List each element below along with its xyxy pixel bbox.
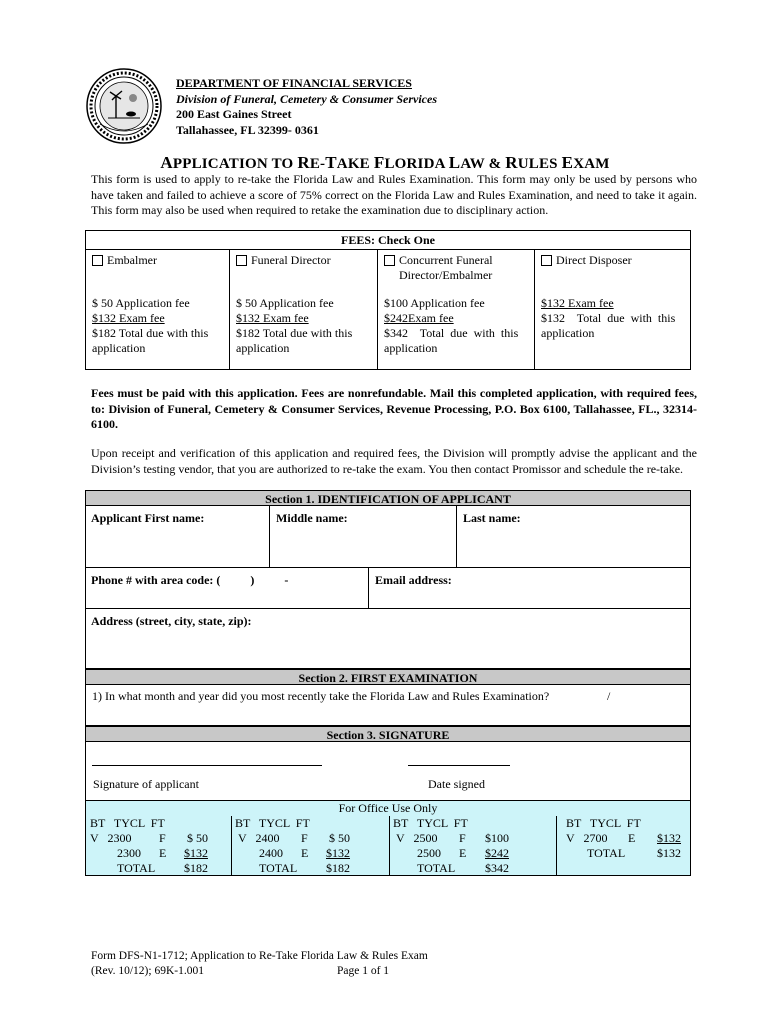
office-cell: $342 bbox=[485, 861, 509, 875]
fee-line: $100 Application fee bbox=[384, 296, 485, 310]
option-label: Direct Disposer bbox=[556, 253, 632, 267]
office-cell: TOTAL bbox=[259, 861, 298, 875]
florida-state-seal-icon bbox=[86, 68, 162, 144]
office-cell: $132 bbox=[657, 846, 681, 860]
street-address: 200 East Gaines Street bbox=[176, 107, 292, 121]
payment-notice: Fees must be paid with this application. Fees are nonrefundable. Mail this completed application, with required fees, to: Division of Funeral, Cemetery & Consumer Services, Revenue Processing, P.O. Box 6100, Tallahassee, FL., 32314-6100. bbox=[91, 386, 697, 431]
fee-option-funeral-director bbox=[230, 249, 378, 369]
intro-paragraph: This form is used to apply to re-take the Florida Law and Rules Examination. This form may only be used by persons who have taken and failed to achieve a score of 75% correct on the Florida Law and Rules Examination, and need to take it again. This form may also be used when required to retake the examination due to disciplinary action. bbox=[91, 172, 697, 217]
concurrent-checkbox[interactable] bbox=[384, 255, 395, 266]
office-use-table bbox=[85, 800, 691, 876]
fee-line: $132 Total due with this bbox=[541, 311, 676, 325]
office-cell: E bbox=[459, 846, 467, 860]
fee-line: $342 Total due with this bbox=[384, 326, 519, 340]
office-cell: TOTAL bbox=[417, 861, 456, 875]
fee-option-concurrent bbox=[378, 249, 535, 369]
office-column bbox=[557, 816, 690, 875]
office-cell: $132 bbox=[657, 831, 681, 845]
fee-line: application bbox=[92, 341, 146, 355]
office-cell: V 2700 bbox=[566, 831, 608, 845]
option-label: Embalmer bbox=[107, 253, 157, 267]
fee-line: $242Exam fee bbox=[384, 311, 454, 325]
funeral-director-checkbox[interactable] bbox=[236, 255, 247, 266]
office-cell: $182 bbox=[326, 861, 350, 875]
office-cell: 2300 bbox=[117, 846, 141, 860]
office-column bbox=[86, 816, 232, 875]
form-title: APPLICATION TO RE-TAKE FLORIDA LAW & RULES EXAM bbox=[160, 153, 610, 172]
city-address: Tallahassee, FL 32399- 0361 bbox=[176, 122, 319, 137]
footer-page-number: Page 1 of 1 bbox=[337, 965, 390, 977]
office-cell: F bbox=[459, 831, 466, 845]
fee-line: $ 50 Application fee bbox=[92, 296, 190, 310]
office-cell: TOTAL bbox=[587, 846, 626, 860]
office-header: BT TYCL FT bbox=[566, 816, 641, 830]
office-cell: F bbox=[301, 831, 308, 845]
office-cell: $182 bbox=[184, 861, 208, 875]
first-exam-field[interactable] bbox=[85, 684, 691, 726]
address-field[interactable] bbox=[85, 608, 691, 669]
fee-option-direct-disposer bbox=[535, 249, 690, 369]
department-name: DEPARTMENT OF FINANCIAL SERVICES bbox=[176, 76, 412, 90]
office-cell: $ 50 bbox=[187, 831, 208, 845]
fee-line: application bbox=[541, 326, 595, 340]
option-label: Concurrent Funeral bbox=[399, 253, 493, 267]
office-column bbox=[390, 816, 557, 875]
fee-line: $182 Total due with this bbox=[236, 326, 353, 340]
option-label: Funeral Director bbox=[251, 253, 331, 267]
embalmer-checkbox[interactable] bbox=[92, 255, 103, 266]
division-name: Division of Funeral, Cemetery & Consumer Services bbox=[176, 91, 437, 106]
office-cell: V 2400 bbox=[238, 831, 280, 845]
office-header: BT TYCL FT bbox=[393, 816, 468, 830]
signature-label: Signature of applicant bbox=[93, 777, 199, 791]
office-cell: 2400 bbox=[259, 846, 283, 860]
fee-line: application bbox=[236, 341, 290, 355]
direct-disposer-checkbox[interactable] bbox=[541, 255, 552, 266]
section1-title: Section 1. IDENTIFICATION OF APPLICANT bbox=[85, 490, 691, 506]
fee-line: $132 Exam fee bbox=[541, 296, 614, 310]
address-label: Address (street, city, state, zip): bbox=[91, 614, 252, 628]
office-cell: $100 bbox=[485, 831, 509, 845]
office-cell: E bbox=[628, 831, 636, 845]
fee-line: application bbox=[384, 341, 438, 355]
form-footer bbox=[91, 949, 428, 979]
fee-option-embalmer bbox=[86, 249, 230, 369]
office-cell: 2500 bbox=[417, 846, 441, 860]
footer-revision: (Rev. 10/12); 69K-1.001 bbox=[91, 965, 204, 977]
middle-name-field[interactable] bbox=[269, 505, 457, 568]
section2-title: Section 2. FIRST EXAMINATION bbox=[85, 669, 691, 685]
email-field[interactable] bbox=[368, 567, 691, 609]
signature-area bbox=[85, 741, 691, 801]
fee-line: $132 Exam fee bbox=[236, 311, 309, 325]
date-slash: / bbox=[607, 689, 611, 703]
office-cell: $242 bbox=[485, 846, 509, 860]
office-use-title: For Office Use Only bbox=[338, 801, 438, 815]
section3-title: Section 3. SIGNATURE bbox=[85, 726, 691, 742]
last-name-field[interactable] bbox=[456, 505, 691, 568]
footer-form-id: Form DFS-N1-1712; Application to Re-Take Florida Law & Rules Exam bbox=[91, 950, 428, 962]
first-name-field[interactable] bbox=[85, 505, 270, 568]
office-header: BT TYCL FT bbox=[90, 816, 165, 830]
office-cell: E bbox=[301, 846, 309, 860]
office-cell: TOTAL bbox=[117, 861, 156, 875]
office-column bbox=[232, 816, 390, 875]
date-signed-label: Date signed bbox=[428, 777, 485, 791]
verification-paragraph: Upon receipt and verification of this application and required fees, the Division will promptly advise the applicant and the Division’s testing vendor, that you are authorized to re-take the exam. You then contact Promissor and schedule the re-take. bbox=[91, 446, 697, 476]
fee-line: $182 Total due with this bbox=[92, 326, 209, 340]
option-label-2: Director/Embalmer bbox=[399, 268, 493, 282]
office-cell: V 2500 bbox=[396, 831, 438, 845]
office-cell: $ 50 bbox=[329, 831, 350, 845]
date-line[interactable] bbox=[408, 765, 510, 766]
first-exam-question: 1) In what month and year did you most recently take the Florida Law and Rules Examination? bbox=[92, 689, 550, 703]
fee-line: $ 50 Application fee bbox=[236, 296, 334, 310]
signature-line[interactable] bbox=[92, 765, 322, 766]
first-name-label: Applicant First name: bbox=[91, 511, 205, 525]
fees-table bbox=[85, 230, 691, 370]
office-cell: $132 bbox=[326, 846, 350, 860]
office-cell: E bbox=[159, 846, 167, 860]
phone-label: Phone # with area code: ( ) - bbox=[91, 573, 289, 587]
office-header: BT TYCL FT bbox=[235, 816, 310, 830]
phone-field[interactable] bbox=[85, 567, 369, 609]
agency-address-block bbox=[176, 76, 437, 138]
middle-name-label: Middle name: bbox=[276, 511, 348, 525]
office-cell: F bbox=[159, 831, 166, 845]
email-label: Email address: bbox=[375, 573, 452, 587]
last-name-label: Last name: bbox=[463, 511, 521, 525]
office-cell: V 2300 bbox=[90, 831, 132, 845]
fee-line: $132 Exam fee bbox=[92, 311, 165, 325]
office-cell: $132 bbox=[184, 846, 208, 860]
fees-header: FEES: Check One bbox=[86, 231, 690, 250]
